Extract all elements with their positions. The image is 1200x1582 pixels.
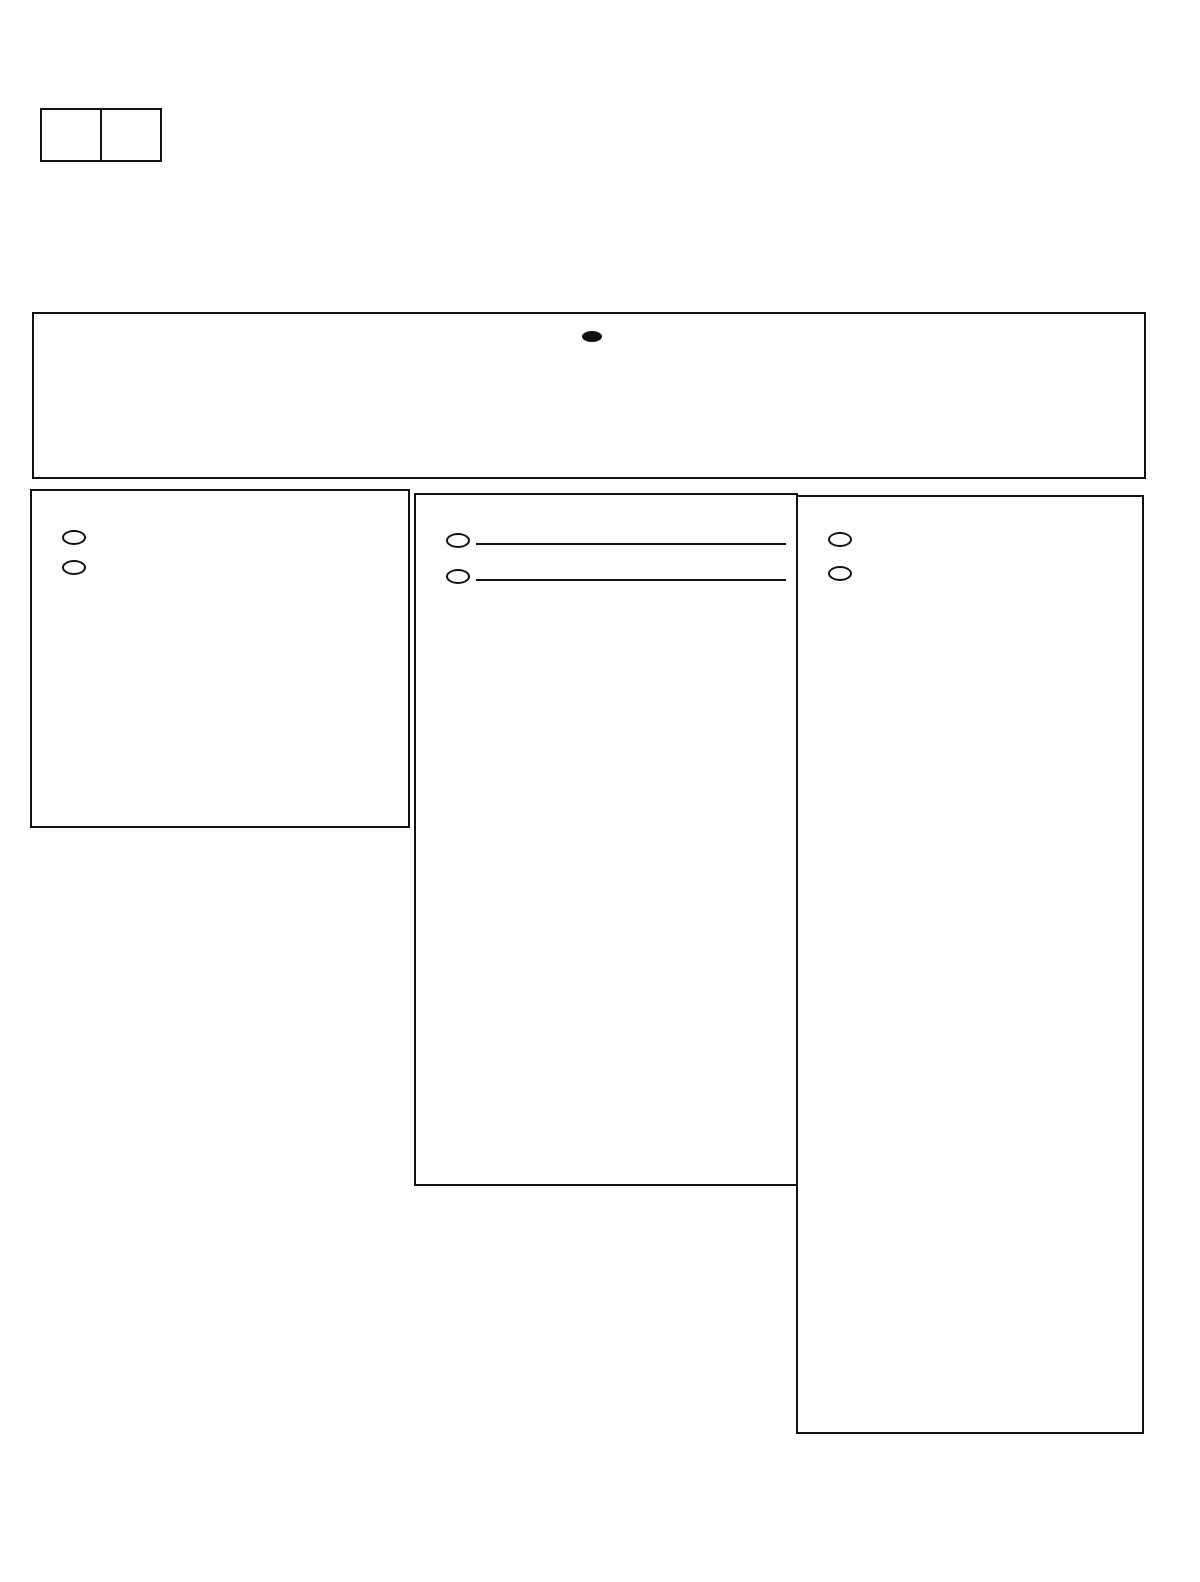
- library-yes-option[interactable]: [62, 521, 408, 551]
- filled-oval-icon: [582, 331, 602, 342]
- library-yes-oval[interactable]: [62, 530, 86, 545]
- library-no-option[interactable]: [62, 551, 408, 581]
- bond-yes-option[interactable]: [828, 523, 1142, 553]
- right-timing-marks: [1156, 0, 1186, 1582]
- instructions-box: [32, 312, 1146, 479]
- bond-yes-oval[interactable]: [828, 532, 852, 547]
- writein-row-2[interactable]: [416, 561, 796, 597]
- writein-oval-1[interactable]: [446, 533, 470, 548]
- bond-election-box: [796, 495, 1144, 1434]
- bond-no-oval[interactable]: [828, 566, 852, 581]
- library-election-box: [30, 489, 410, 828]
- writein-row-1[interactable]: [416, 525, 796, 561]
- writein-line-1[interactable]: [476, 543, 786, 545]
- left-timing-marks: [0, 0, 16, 1582]
- writein-oval-2[interactable]: [446, 569, 470, 584]
- ballot-header: [300, 156, 880, 160]
- top-timing-marks: [0, 74, 1200, 82]
- bottom-timing-marks: [0, 1553, 1200, 1559]
- instructions-main: [34, 326, 1144, 348]
- library-no-oval[interactable]: [62, 560, 86, 575]
- bond-no-option[interactable]: [828, 557, 1142, 587]
- judges-initials-box[interactable]: [40, 108, 162, 162]
- school-directors-box: [414, 493, 798, 1186]
- judges-initials-divider: [100, 110, 102, 160]
- writein-line-2[interactable]: [476, 579, 786, 581]
